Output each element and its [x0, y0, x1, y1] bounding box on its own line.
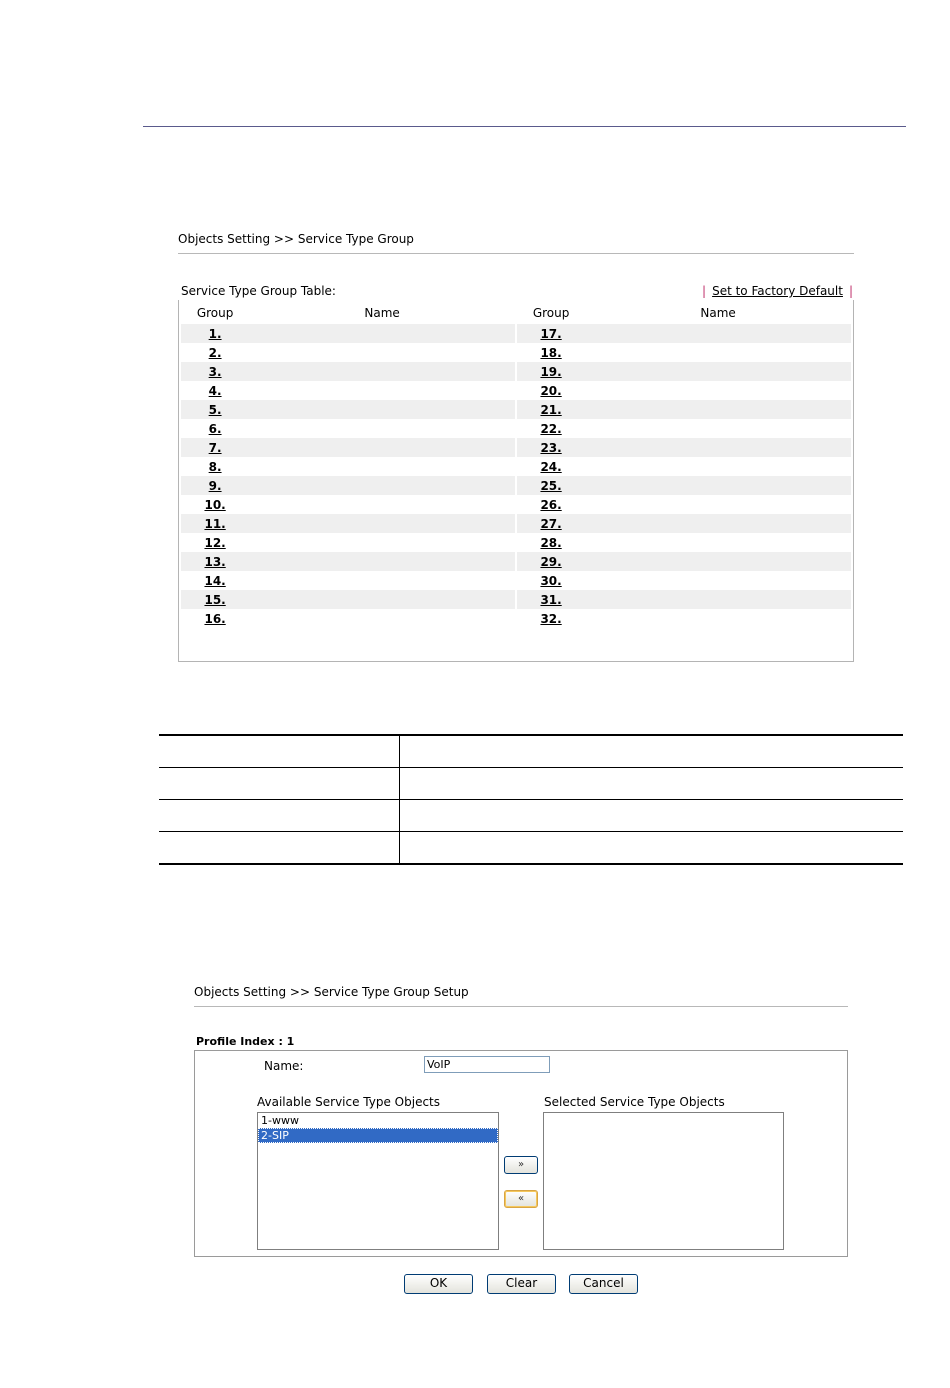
group-name-cell [585, 324, 851, 343]
group-cell [517, 457, 585, 476]
separator: | [702, 284, 707, 298]
group-link[interactable]: 26. [540, 497, 562, 512]
group-name-cell [249, 495, 515, 514]
group-cell [181, 590, 249, 609]
group-name-cell [249, 476, 515, 495]
table-row [181, 381, 851, 400]
group-name-cell [249, 571, 515, 590]
table-row [181, 400, 851, 419]
group-name-cell [585, 590, 851, 609]
group-name-cell [249, 400, 515, 419]
breadcrumb: Objects Setting >> Service Type Group [178, 232, 414, 246]
group-link[interactable]: 22. [540, 421, 562, 436]
top-divider [143, 126, 906, 127]
selected-objects-label: Selected Service Type Objects [544, 1095, 725, 1109]
group-link[interactable]: 4. [208, 383, 222, 398]
group-link[interactable]: 31. [540, 592, 562, 607]
group-name-cell [585, 476, 851, 495]
group-cell [181, 514, 249, 533]
group-link[interactable]: 8. [208, 459, 222, 474]
group-cell [517, 476, 585, 495]
group-cell [517, 609, 585, 628]
table-row [181, 476, 851, 495]
group-name-cell [585, 419, 851, 438]
group-link[interactable]: 10. [204, 497, 226, 512]
group-link[interactable]: 17. [540, 326, 562, 341]
group-cell [181, 343, 249, 362]
group-cell [517, 514, 585, 533]
group-cell [181, 609, 249, 628]
group-name-cell [585, 343, 851, 362]
selected-objects-list[interactable] [543, 1112, 784, 1250]
column-header-name: Name [700, 306, 736, 320]
table-row [181, 609, 851, 628]
group-cell [181, 419, 249, 438]
group-link[interactable]: 7. [208, 440, 222, 455]
group-link[interactable]: 15. [204, 592, 226, 607]
group-name-cell [585, 495, 851, 514]
available-objects-list[interactable] [257, 1112, 499, 1250]
description-table [159, 734, 903, 865]
group-cell [517, 590, 585, 609]
group-link[interactable]: 11. [204, 516, 226, 531]
group-name-cell [585, 609, 851, 628]
group-link[interactable]: 14. [204, 573, 226, 588]
set-factory-default-link[interactable]: Set to Factory Default [712, 284, 843, 298]
group-cell [181, 533, 249, 552]
group-name-cell [249, 552, 515, 571]
group-cell [181, 438, 249, 457]
group-name-cell [249, 381, 515, 400]
group-link[interactable]: 5. [208, 402, 222, 417]
group-name-cell [249, 419, 515, 438]
group-link[interactable]: 9. [208, 478, 222, 493]
table-row [181, 362, 851, 381]
group-name-cell [249, 362, 515, 381]
group-link[interactable]: 2. [208, 345, 222, 360]
group-link[interactable]: 24. [540, 459, 562, 474]
name-label: Name: [264, 1059, 304, 1073]
group-cell [517, 381, 585, 400]
table-row [159, 735, 903, 768]
service-type-group-table [178, 300, 854, 662]
column-header-group: Group [532, 306, 570, 320]
group-link[interactable]: 1. [208, 326, 222, 341]
cancel-button[interactable]: Cancel [569, 1274, 638, 1294]
profile-index: Profile Index : 1 [196, 1035, 295, 1048]
table-row [181, 343, 851, 362]
table-row [181, 514, 851, 533]
group-name-cell [585, 533, 851, 552]
group-name-cell [249, 590, 515, 609]
group-name-cell [585, 457, 851, 476]
group-cell [181, 381, 249, 400]
group-cell [517, 552, 585, 571]
table-row [181, 571, 851, 590]
group-link[interactable]: 23. [540, 440, 562, 455]
group-link[interactable]: 18. [540, 345, 562, 360]
table-row [181, 590, 851, 609]
group-cell [517, 362, 585, 381]
group-name-cell [249, 324, 515, 343]
group-cell [181, 476, 249, 495]
group-cell [181, 457, 249, 476]
group-link[interactable]: 29. [540, 554, 562, 569]
group-name-cell [249, 343, 515, 362]
group-cell [517, 438, 585, 457]
breadcrumb-divider [178, 253, 854, 254]
table-row [181, 324, 851, 343]
breadcrumb: Objects Setting >> Service Type Group Setup [194, 985, 469, 999]
clear-button[interactable]: Clear [487, 1274, 556, 1294]
group-link[interactable]: 21. [540, 402, 562, 417]
list-item[interactable]: 1-www [261, 1114, 299, 1127]
group-link[interactable]: 19. [540, 364, 562, 379]
table-row [181, 419, 851, 438]
group-name-cell [585, 381, 851, 400]
table-row [181, 495, 851, 514]
add-to-selected-button[interactable]: » [504, 1156, 538, 1174]
list-item[interactable]: 2-SIP [258, 1128, 498, 1143]
remove-from-selected-button[interactable]: « [504, 1190, 538, 1208]
group-link[interactable]: 25. [540, 478, 562, 493]
group-cell [181, 552, 249, 571]
breadcrumb-divider [194, 1006, 848, 1007]
group-link[interactable]: 3. [208, 364, 222, 379]
group-link[interactable]: 20. [540, 383, 562, 398]
ok-button[interactable]: OK [404, 1274, 473, 1294]
group-cell [181, 571, 249, 590]
group-cell [517, 571, 585, 590]
group-cell [517, 495, 585, 514]
group-name-cell [585, 438, 851, 457]
table-row [181, 457, 851, 476]
column-header-group: Group [196, 306, 234, 320]
group-link[interactable]: 32. [540, 611, 562, 626]
table-row [159, 768, 903, 800]
group-name-cell [585, 400, 851, 419]
group-link[interactable]: 13. [204, 554, 226, 569]
available-objects-label: Available Service Type Objects [257, 1095, 441, 1109]
group-cell [181, 400, 249, 419]
group-name-cell [585, 571, 851, 590]
group-cell [517, 343, 585, 362]
group-cell [181, 495, 249, 514]
group-link[interactable]: 30. [540, 573, 562, 588]
group-cell [181, 362, 249, 381]
table-row [181, 438, 851, 457]
group-link[interactable]: 16. [204, 611, 226, 626]
group-name-cell [249, 438, 515, 457]
group-name-cell [585, 552, 851, 571]
group-link[interactable]: 28. [540, 535, 562, 550]
table-row [181, 552, 851, 571]
factory-default-area [702, 284, 853, 298]
group-name-cell [249, 457, 515, 476]
group-link[interactable]: 12. [204, 535, 226, 550]
group-link[interactable]: 6. [208, 421, 222, 436]
group-cell [517, 419, 585, 438]
group-name-cell [249, 514, 515, 533]
table-row [181, 533, 851, 552]
table-row [159, 832, 903, 865]
group-name-cell [249, 609, 515, 628]
column-header-name: Name [364, 306, 400, 320]
group-cell [181, 324, 249, 343]
group-cell [517, 400, 585, 419]
group-cell [517, 533, 585, 552]
table-row [159, 800, 903, 832]
group-name-cell [249, 533, 515, 552]
group-name-cell [585, 362, 851, 381]
group-cell [517, 324, 585, 343]
name-input[interactable] [424, 1056, 550, 1073]
separator: | [848, 284, 853, 298]
group-link[interactable]: 27. [540, 516, 562, 531]
group-name-cell [585, 514, 851, 533]
table-caption: Service Type Group Table: [181, 284, 336, 298]
